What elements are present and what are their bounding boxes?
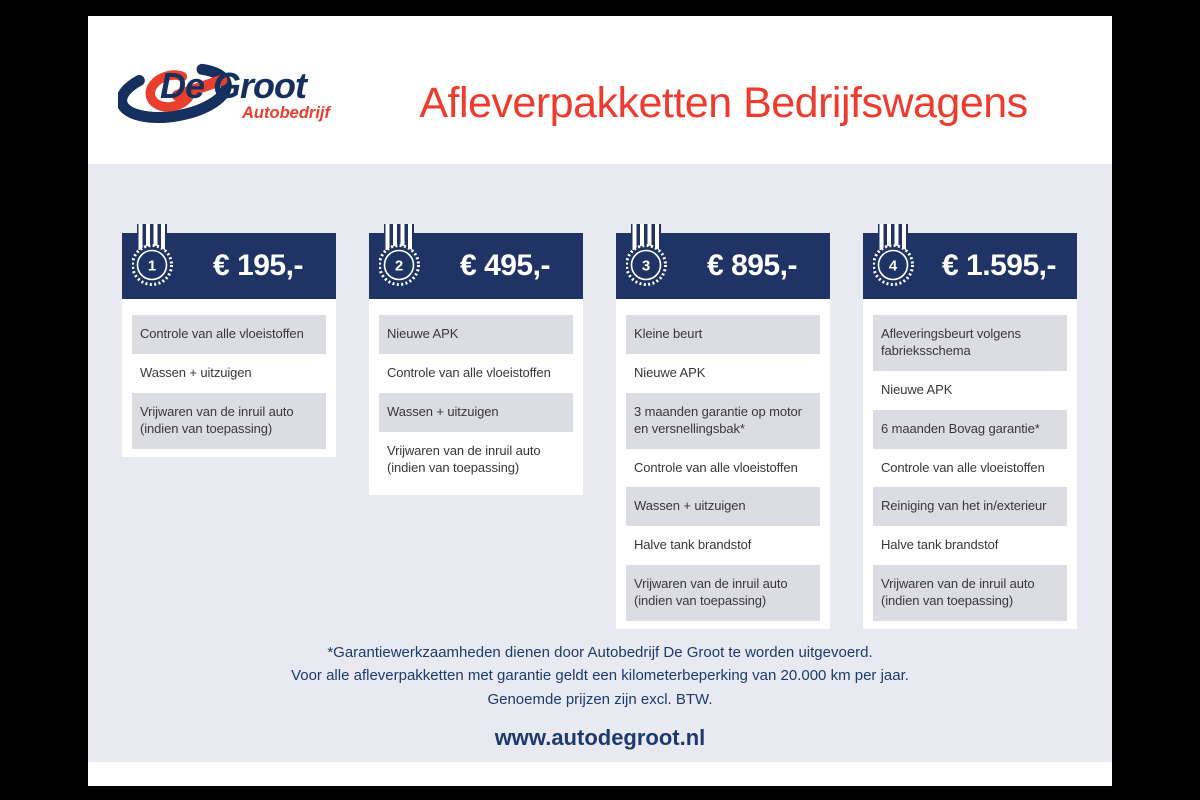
- header: [88, 16, 1112, 164]
- package-item: Wassen + uitzuigen: [140, 364, 252, 380]
- main-area: [88, 164, 1112, 762]
- package-price: € 895,-: [707, 249, 797, 282]
- package-number: 3: [641, 257, 651, 275]
- page-title: Afleverpakketten Bedrijfswagens: [419, 78, 1028, 127]
- package-item: Nieuwe APK: [634, 364, 706, 380]
- package-item: Controle van alle vloeistoffen: [132, 315, 326, 354]
- package-price: € 1.595,-: [942, 249, 1056, 282]
- package-item: Controle van alle vloeistoffen: [881, 459, 1045, 475]
- packages-row: [88, 164, 1112, 629]
- package-item: 3 maanden garantie op motor en versnellingsbak*: [626, 393, 820, 449]
- package-card: [369, 233, 583, 495]
- website-url: www.autodegroot.nl: [494, 724, 706, 750]
- package-items: [616, 299, 830, 629]
- package-item: Vrijwaren van de inruil auto (indien van toepassing): [387, 442, 541, 475]
- package-item: Afleveringsbeurt volgens fabrieksschema: [873, 315, 1067, 371]
- medal-icon: [626, 224, 674, 296]
- package-card-header: [616, 233, 830, 299]
- package-item: Nieuwe APK: [379, 315, 573, 354]
- package-card: [863, 233, 1077, 629]
- package-items: [122, 299, 336, 457]
- package-card: [616, 233, 830, 629]
- package-price: € 495,-: [460, 249, 550, 282]
- package-items: [863, 299, 1077, 629]
- package-item: Kleine beurt: [626, 315, 820, 354]
- package-price: € 195,-: [213, 249, 303, 282]
- disclaimer-notes: [88, 641, 1112, 711]
- disclaimer-line: Voor alle afleverpakketten met garantie geldt een kilometerbeperking van 20.000 km per jaar.: [291, 667, 909, 685]
- package-item: Reiniging van het in/exterieur: [873, 487, 1067, 526]
- package-card-header: [369, 233, 583, 299]
- package-item: Wassen + uitzuigen: [379, 393, 573, 432]
- package-item: 6 maanden Bovag garantie*: [873, 410, 1067, 449]
- bottom-strip: [88, 762, 1112, 786]
- package-items: [369, 299, 583, 495]
- infographic-canvas: [88, 16, 1112, 786]
- package-item: Wassen + uitzuigen: [626, 487, 820, 526]
- package-item: Halve tank brandstof: [881, 537, 999, 553]
- brand-subtitle: Autobedrijf: [242, 104, 330, 122]
- medal-icon: [873, 224, 921, 296]
- package-item: Halve tank brandstof: [634, 537, 752, 553]
- degroot-logo: [118, 62, 335, 144]
- package-item: Controle van alle vloeistoffen: [634, 459, 798, 475]
- package-card-header: [863, 233, 1077, 299]
- medal-icon: [132, 224, 180, 296]
- package-item: Controle van alle vloeistoffen: [387, 364, 551, 380]
- package-card: [122, 233, 336, 457]
- package-card-header: [122, 233, 336, 299]
- degroot-logo-icon: [118, 62, 335, 139]
- title-wrap: [335, 79, 1112, 128]
- brand-name: De Groot: [160, 65, 307, 106]
- package-item: Nieuwe APK: [881, 381, 953, 397]
- medal-icon: [379, 224, 427, 296]
- disclaimer-line: Genoemde prijzen zijn excl. BTW.: [487, 690, 713, 708]
- package-item: Vrijwaren van de inruil auto (indien van toepassing): [626, 565, 820, 621]
- package-number: 2: [394, 257, 404, 275]
- package-item: Vrijwaren van de inruil auto (indien van toepassing): [132, 393, 326, 449]
- package-number: 4: [888, 257, 898, 275]
- disclaimer-line: *Garantiewerkzaamheden dienen door Autobedrijf De Groot te worden uitgevoerd.: [327, 644, 873, 662]
- package-item: Vrijwaren van de inruil auto (indien van toepassing): [873, 565, 1067, 621]
- package-number: 1: [147, 257, 157, 275]
